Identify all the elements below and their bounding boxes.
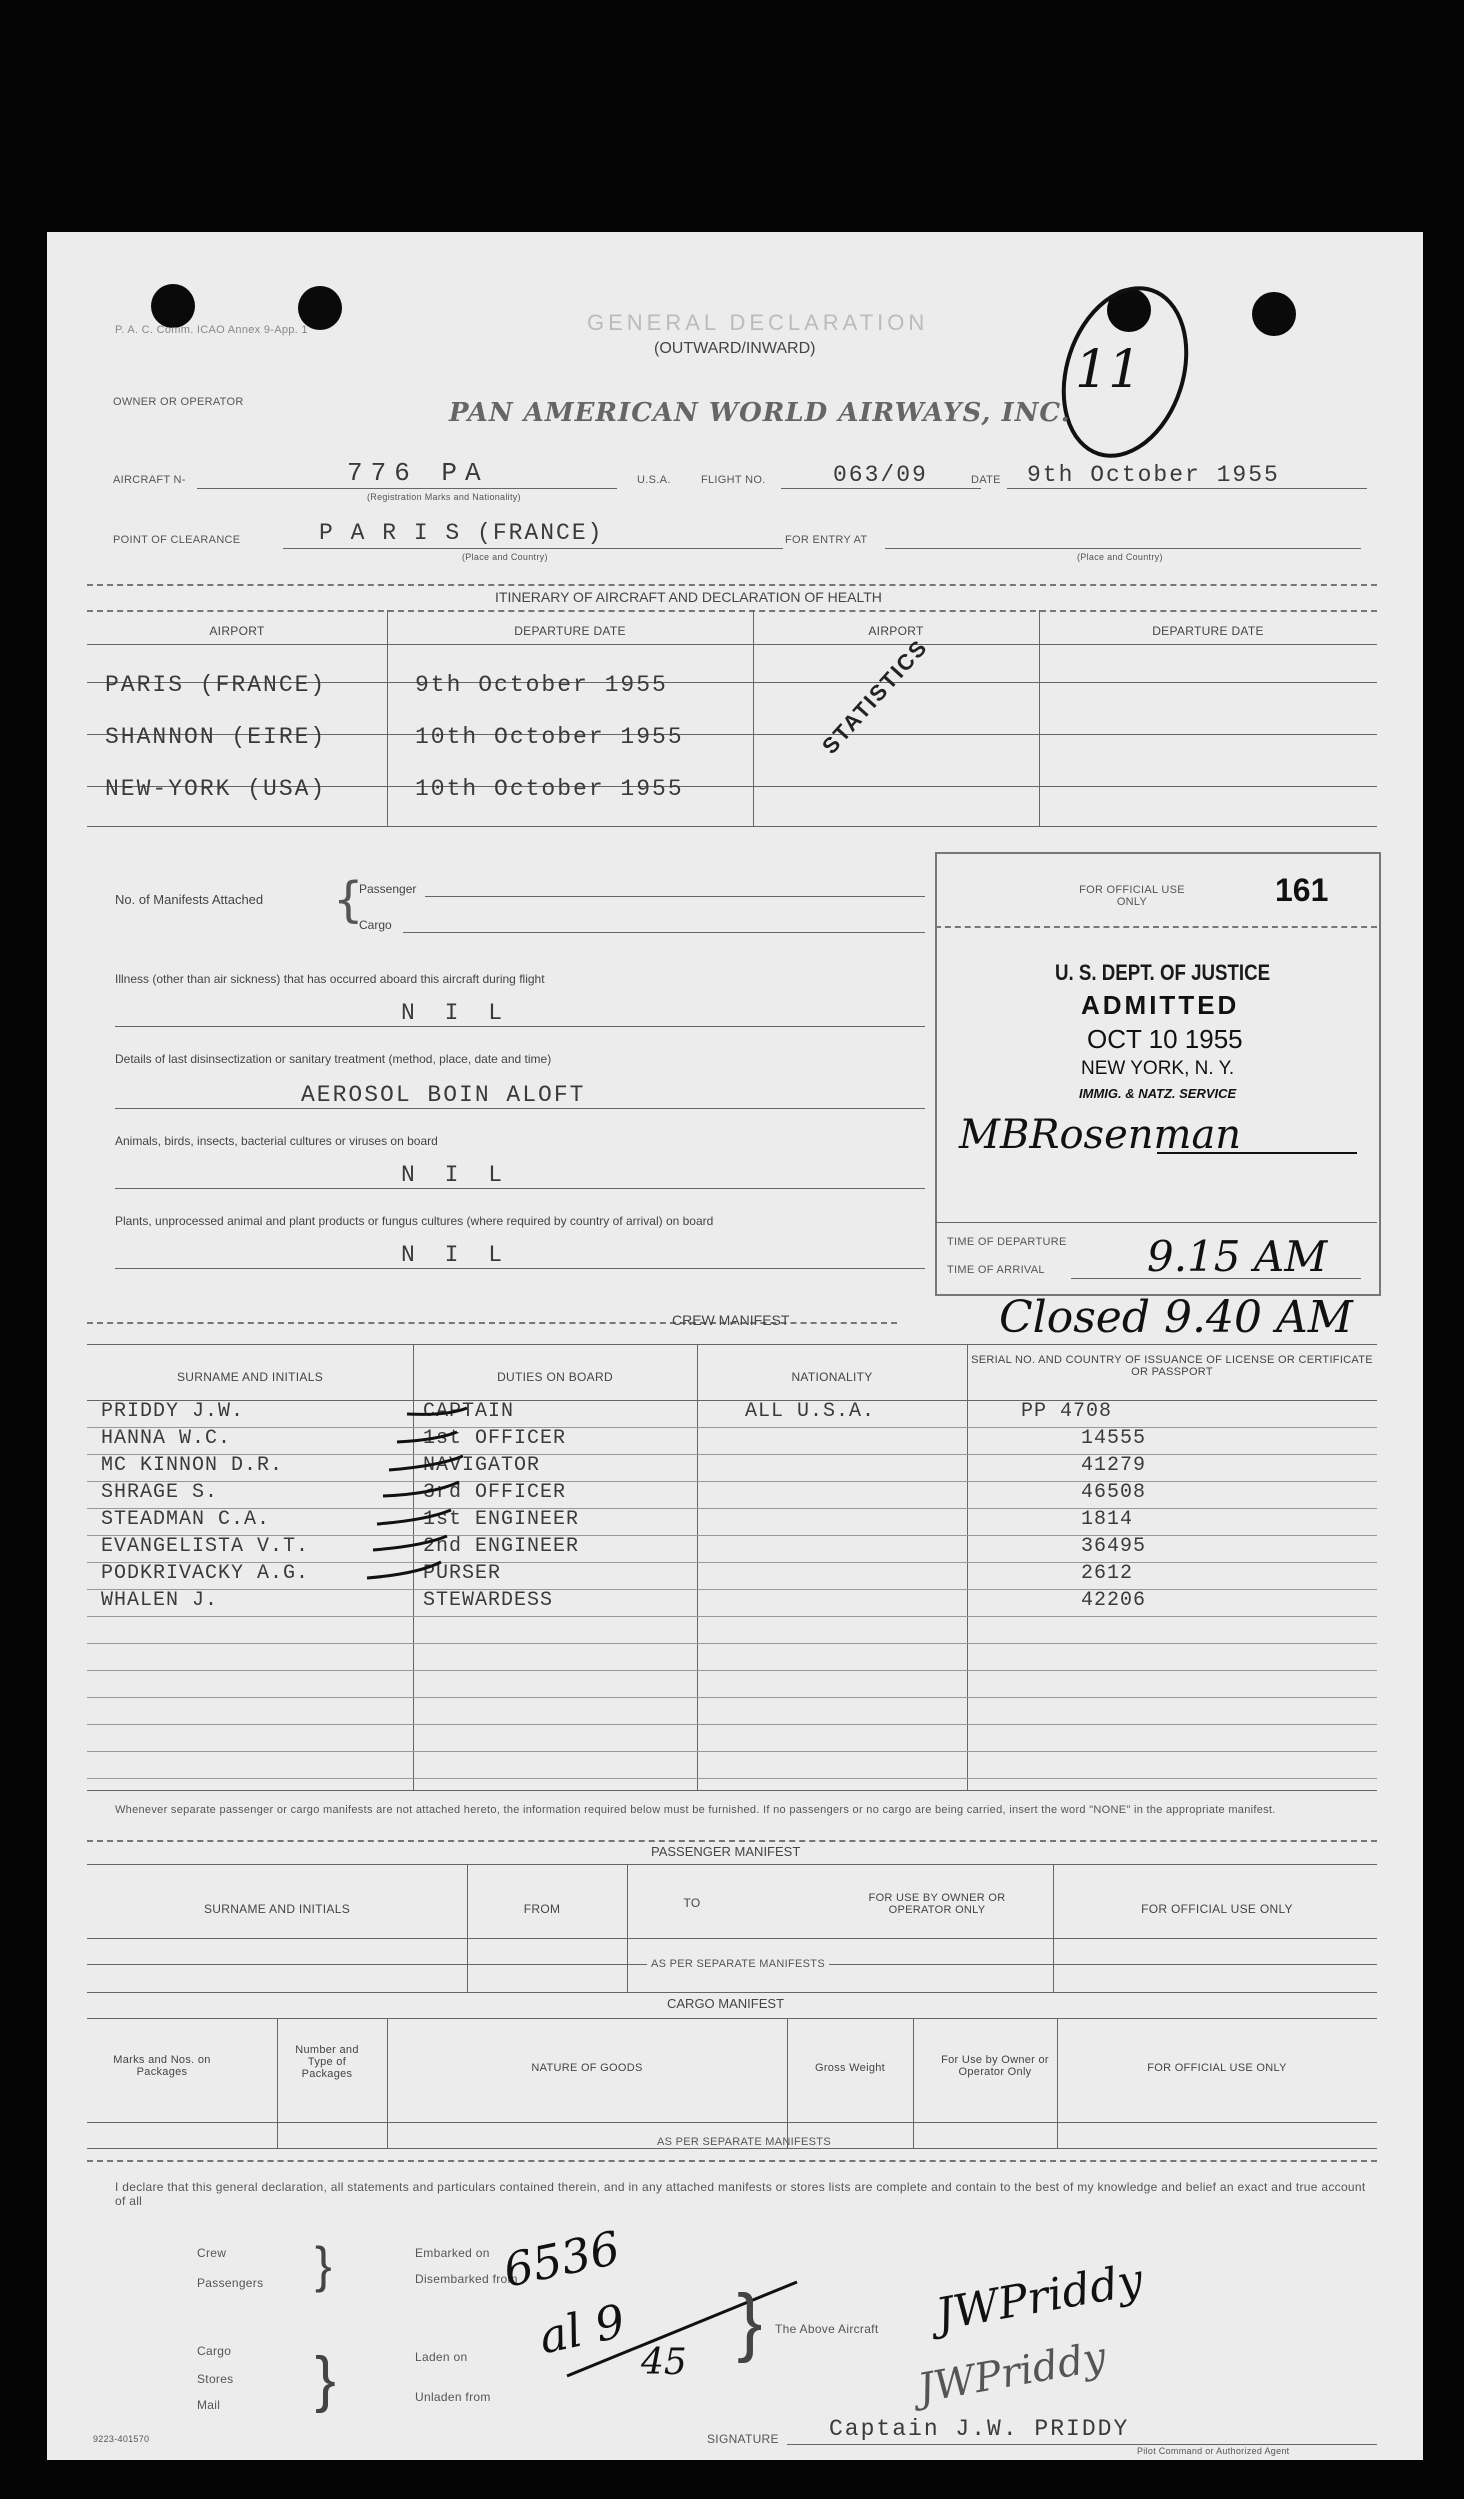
punch-hole <box>1252 292 1296 336</box>
passenger-col-from: FROM <box>523 1902 561 1916</box>
itinerary-col-departure: DEPARTURE DATE <box>514 624 626 638</box>
crew-heading: CREW MANIFEST <box>672 1312 790 1328</box>
itinerary-date-2: 10th October 1955 <box>415 724 684 750</box>
itinerary-date-3: 10th October 1955 <box>415 776 684 802</box>
itinerary-col-departure-2: DEPARTURE DATE <box>1152 624 1264 638</box>
punch-hole <box>151 284 195 328</box>
statistics-stamp: STATISTICS <box>817 634 933 759</box>
signature-label: SIGNATURE <box>707 2432 779 2446</box>
crew-duty: 1st OFFICER <box>423 1427 567 1450</box>
flight-number: 063/09 <box>833 462 928 488</box>
crew-row <box>101 1454 1371 1481</box>
signature-caption: Pilot Command or Authorized Agent <box>1137 2446 1290 2456</box>
departure-time-label: TIME OF DEPARTURE <box>947 1236 1067 1248</box>
aircraft-label: AIRCRAFT N- <box>113 474 186 486</box>
crew-rule <box>87 1643 1377 1644</box>
admitted-stamp-line4: NEW YORK, N. Y. <box>1081 1058 1235 1079</box>
manifests-brace: { <box>333 872 364 928</box>
itinerary-heading: ITINERARY OF AIRCRAFT AND DECLARATION OF HEALTH <box>495 589 882 605</box>
crew-row <box>101 1562 1371 1589</box>
crew-col-nationality: NATIONALITY <box>791 1370 873 1384</box>
passenger-col-owner: FOR USE BY OWNER OR OPERATOR ONLY <box>868 1892 1006 1916</box>
disinsect-label: Details of last disinsectization or sanitary treatment (method, place, date and time) <box>115 1052 552 1066</box>
crew-duty: 1st ENGINEER <box>423 1508 580 1531</box>
disembarked-label: Disembarked from <box>415 2272 518 2286</box>
cargo-heading: CARGO MANIFEST <box>667 1996 785 2011</box>
signature-typed: Captain J.W. PRIDDY <box>829 2416 1130 2442</box>
crew-name: MC KINNON D.R. <box>101 1454 284 1477</box>
itinerary-col-airport-2: AIRPORT <box>868 624 924 638</box>
above-aircraft-label: The Above Aircraft <box>775 2322 879 2336</box>
official-number: 161 <box>1275 872 1329 908</box>
crew-duty: STEWARDESS <box>423 1589 554 1612</box>
crew-rule <box>87 1778 1377 1779</box>
crew-name: EVANGELISTA V.T. <box>101 1535 310 1558</box>
entry-caption: (Place and Country) <box>1077 552 1163 562</box>
crew-row <box>101 1427 1371 1454</box>
mail-count-label: Mail <box>197 2398 221 2412</box>
official-use-label: FOR OFFICIAL USE ONLY <box>1079 884 1185 908</box>
crew-name: STEADMAN C.A. <box>101 1508 271 1531</box>
crew-license: 42206 <box>1081 1589 1147 1612</box>
crew-duty: CAPTAIN <box>423 1400 515 1423</box>
sheet-number: 11 <box>1075 340 1142 400</box>
crew-checkmarks <box>337 1400 517 1620</box>
cargo-separate-note: AS PER SEPARATE MANIFESTS <box>657 2136 831 2148</box>
crew-license: 1814 <box>1081 1508 1134 1531</box>
aircraft-registration: 776 PA <box>347 458 489 488</box>
handwritten-count-3: 45 <box>641 2342 687 2383</box>
aircraft-caption: (Registration Marks and Nationality) <box>367 492 521 502</box>
sheet-number-circle <box>1007 272 1247 462</box>
closed-time: Closed 9.40 AM <box>999 1292 1353 1343</box>
cargo-count-label: Cargo <box>197 2344 232 2358</box>
form-reference: P. A. C. Comm. ICAO Annex 9-App. 1 <box>115 324 308 336</box>
passenger-manifest-label: Passenger <box>359 882 417 896</box>
itinerary-airport-3: NEW-YORK (USA) <box>105 776 327 802</box>
crew-row <box>101 1508 1371 1535</box>
form-subtitle: (OUTWARD/INWARD) <box>654 340 816 357</box>
crew-name: PODKRIVACKY A.G. <box>101 1562 310 1585</box>
itinerary-date-1: 9th October 1955 <box>415 672 668 698</box>
declaration-text: I declare that this general declaration, all statements and particulars contained therein, and in any attached manifests or stores lists are complete and contain to the best of my knowledge and belief an exact and true account of all <box>115 2180 1366 2208</box>
usa-label: U.S.A. <box>637 474 671 486</box>
plants-value: N I L <box>401 1242 511 1268</box>
captain-handwritten-signature-2: JWPriddy <box>914 2333 1110 2413</box>
aircraft-brace: } <box>737 2279 763 2364</box>
crew-row <box>101 1400 1371 1427</box>
crew-duty: 2nd ENGINEER <box>423 1535 580 1558</box>
animals-label: Animals, birds, insects, bacterial cultures or viruses on board <box>115 1134 438 1148</box>
crew-row <box>101 1481 1371 1508</box>
illness-value: N I L <box>401 1000 511 1026</box>
manifests-attached-label: No. of Manifests Attached <box>115 892 264 907</box>
cargo-manifest-label: Cargo <box>359 918 392 932</box>
cargo-col-weight: Gross Weight <box>814 2062 886 2074</box>
stores-count-label: Stores <box>197 2372 234 2386</box>
itinerary-airport-2: SHANNON (EIRE) <box>105 724 327 750</box>
passengers-count-label: Passengers <box>197 2276 264 2290</box>
handwritten-count-2: al 9 <box>534 2293 630 2365</box>
crew-name: PRIDDY J.W. <box>101 1400 245 1423</box>
cargo-col-number: Number and Type of Packages <box>295 2044 359 2080</box>
passenger-col-to: TO <box>683 1896 701 1910</box>
crew-brace: } <box>315 2237 332 2293</box>
owner-name: PAN AMERICAN WORLD AIRWAYS, INC. <box>449 398 1071 428</box>
entry-label: FOR ENTRY AT <box>785 534 868 546</box>
crew-rule <box>87 1697 1377 1698</box>
passenger-col-official: FOR OFFICIAL USE ONLY <box>1141 1902 1293 1916</box>
crew-count-label: Crew <box>197 2246 227 2260</box>
crew-col-surname: SURNAME AND INITIALS <box>176 1370 324 1384</box>
crew-duty: PURSER <box>423 1562 502 1585</box>
crew-rule <box>87 1616 1377 1617</box>
crew-rule <box>87 1751 1377 1752</box>
crew-license: PP 4708 <box>1021 1400 1113 1423</box>
embarked-label: Embarked on <box>415 2246 490 2260</box>
admitted-stamp-line5: IMMIG. & NATZ. SERVICE <box>1079 1086 1237 1101</box>
laden-label: Laden on <box>415 2350 468 2364</box>
crew-duty: 3rd OFFICER <box>423 1481 567 1504</box>
crew-rule <box>87 1724 1377 1725</box>
crew-nationality: ALL U.S.A. <box>745 1400 876 1423</box>
unladen-label: Unladen from <box>415 2390 491 2404</box>
inspector-signature: MBRosenman <box>959 1112 1242 1158</box>
passenger-col-surname: SURNAME AND INITIALS <box>203 1902 351 1916</box>
admitted-stamp-line3: OCT 10 1955 <box>1087 1024 1243 1054</box>
illness-label: Illness (other than air sickness) that has occurred aboard this aircraft during flight <box>115 972 545 986</box>
crew-col-license: SERIAL NO. AND COUNTRY OF ISSUANCE OF LICENSE OR CERTIFICATE OR PASSPORT <box>971 1354 1373 1378</box>
itinerary-airport-1: PARIS (FRANCE) <box>105 672 327 698</box>
captain-handwritten-signature-1: JWPriddy <box>932 2254 1147 2341</box>
passenger-heading: PASSENGER MANIFEST <box>651 1844 801 1859</box>
plants-label: Plants, unprocessed animal and plant products or fungus cultures (where required by country of arrival) on board <box>115 1214 714 1228</box>
cargo-col-nature: NATURE OF GOODS <box>531 2062 643 2074</box>
crew-license: 14555 <box>1081 1427 1147 1450</box>
cargo-col-owner: For Use by Owner or Operator Only <box>941 2054 1049 2078</box>
manifest-notice: Whenever separate passenger or cargo manifests are not attached hereto, the information required below must be furnished. If no passengers or no cargo are being carried, insert the word "NONE" in the appropriate manifest. <box>115 1804 1276 1816</box>
crew-duty: NAVIGATOR <box>423 1454 541 1477</box>
arrival-time: 9.15 AM <box>1147 1232 1328 1281</box>
handwritten-count-1: 6536 <box>498 2220 625 2298</box>
cargo-brace: } <box>315 2345 336 2414</box>
itinerary-col-airport: AIRPORT <box>209 624 265 638</box>
crew-col-duties: DUTIES ON BOARD <box>497 1370 613 1384</box>
crew-license: 36495 <box>1081 1535 1147 1558</box>
point-of-clearance: P A R I S (FRANCE) <box>319 520 604 546</box>
clearance-label: POINT OF CLEARANCE <box>113 534 241 546</box>
crew-license: 2612 <box>1081 1562 1134 1585</box>
flight-label: FLIGHT NO. <box>701 474 766 486</box>
owner-label: OWNER OR OPERATOR <box>113 396 244 408</box>
cargo-col-official: FOR OFFICIAL USE ONLY <box>1147 2062 1287 2074</box>
arrival-time-label: TIME OF ARRIVAL <box>947 1264 1045 1276</box>
admitted-stamp-line1: U. S. DEPT. OF JUSTICE <box>1055 960 1271 985</box>
crew-row <box>101 1589 1371 1616</box>
flight-date: 9th October 1955 <box>1027 462 1280 488</box>
passenger-separate-note: AS PER SEPARATE MANIFESTS <box>647 1958 829 1970</box>
declaration-form <box>47 232 1423 2460</box>
form-code: 9223-401570 <box>93 2434 150 2444</box>
cargo-col-marks: Marks and Nos. on Packages <box>113 2054 211 2078</box>
disinsect-value: AEROSOL BOIN ALOFT <box>301 1082 586 1108</box>
crew-name: SHRAGE S. <box>101 1481 219 1504</box>
crew-name: WHALEN J. <box>101 1589 219 1612</box>
crew-name: HANNA W.C. <box>101 1427 232 1450</box>
clearance-caption: (Place and Country) <box>462 552 548 562</box>
date-label: DATE <box>971 474 1001 486</box>
animals-value: N I L <box>401 1162 511 1188</box>
crew-rule <box>87 1670 1377 1671</box>
admitted-stamp-line2: ADMITTED <box>1081 990 1240 1020</box>
crew-license: 46508 <box>1081 1481 1147 1504</box>
crew-row <box>101 1535 1371 1562</box>
crew-license: 41279 <box>1081 1454 1147 1477</box>
form-title: GENERAL DECLARATION <box>587 310 929 335</box>
